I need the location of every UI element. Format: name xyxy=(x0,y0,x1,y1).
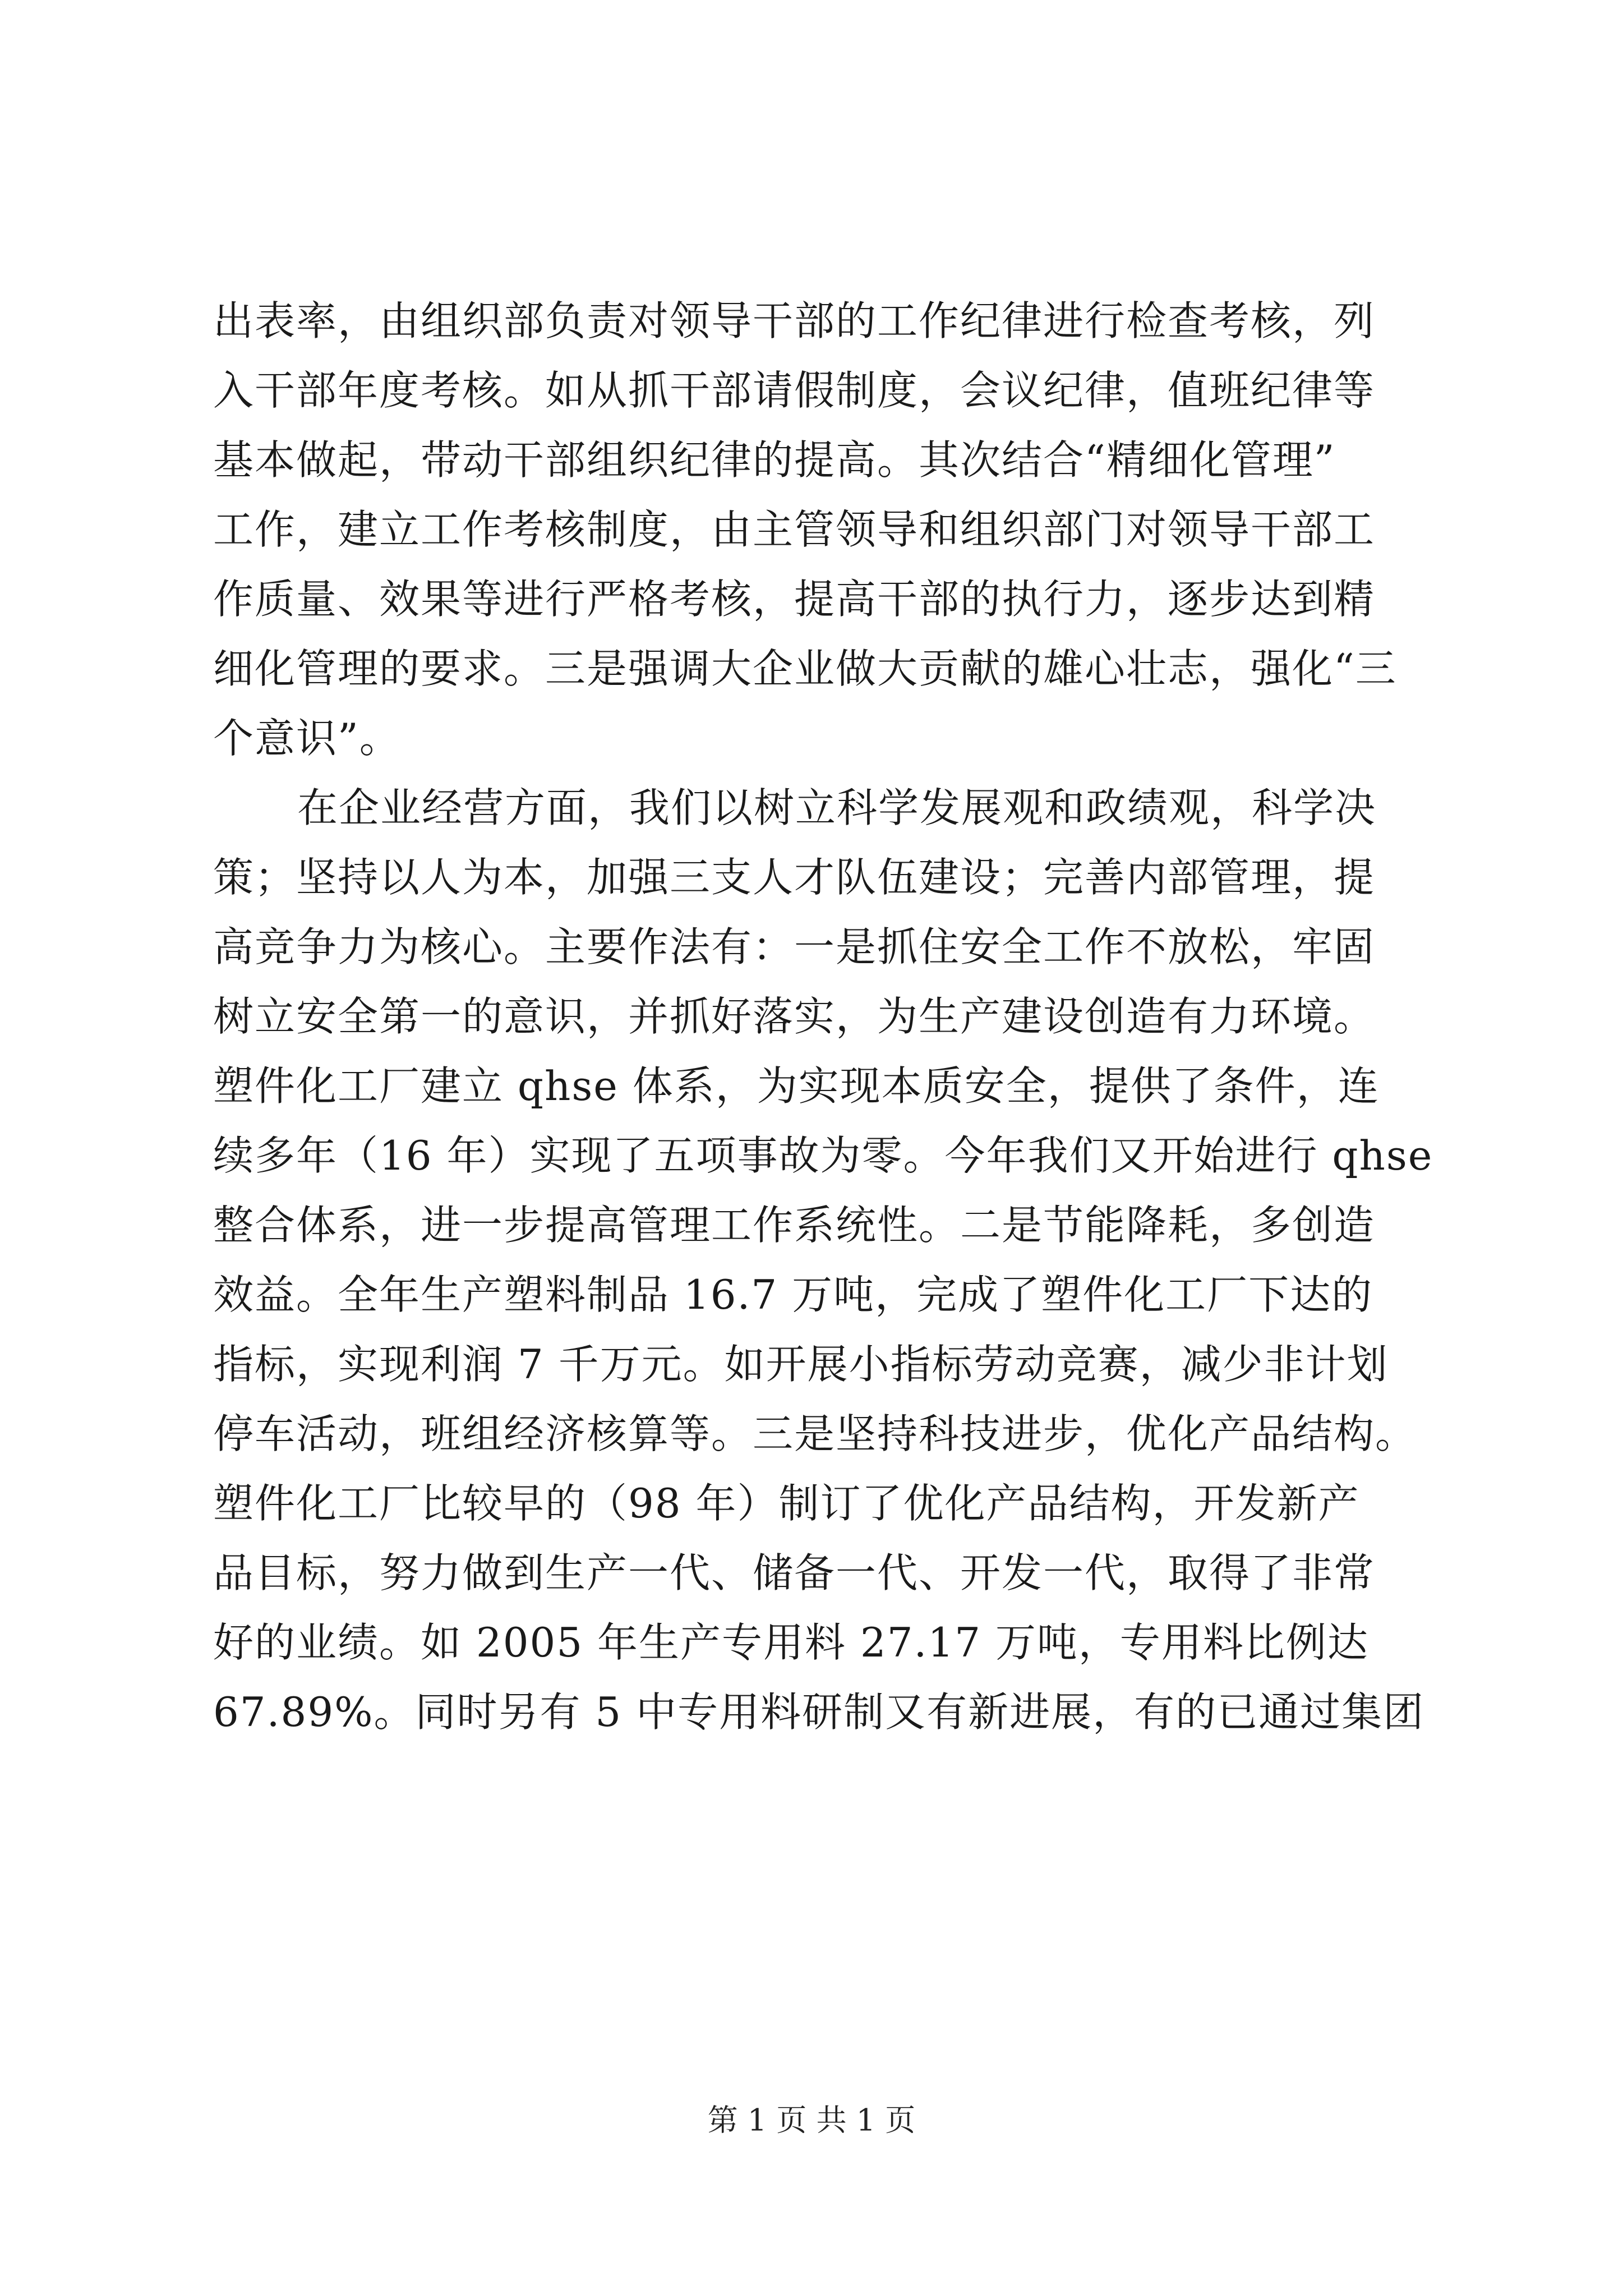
text-line: 品目标，努力做到生产一代、储备一代、开发一代，取得了非常 xyxy=(213,1549,1376,1596)
paragraph-start-line: 在企业经营方面，我们以树立科学发展观和政绩观，科学决 xyxy=(297,784,1377,831)
page-footer xyxy=(0,2101,1623,2140)
text-line: 指标，实现利润 7 千万元。如开展小指标劳动竞赛，减少非计划 xyxy=(213,1341,1389,1388)
text-line: 67.89%。同时另有 5 中专用料研制又有新进展，有的已通过集团 xyxy=(213,1688,1425,1736)
text-line: 高竞争力为核心。主要作法有：一是抓住安全工作不放松，牢固 xyxy=(213,923,1376,970)
text-line: 细化管理的要求。三是强调大企业做大贡献的雄心壮志，强化“三 xyxy=(213,645,1397,692)
text-line: 塑件化工厂比较早的（98 年）制订了优化产品结构，开发新产 xyxy=(213,1480,1360,1527)
text-line: 入干部年度考核。如从抓干部请假制度，会议纪律，值班纪律等 xyxy=(213,367,1376,414)
text-line: 效益。全年生产塑料制品 16.7 万吨，完成了塑件化工厂下达的 xyxy=(213,1271,1373,1318)
text-line: 工作，建立工作考核制度，由主管领导和组织部门对领导干部工 xyxy=(213,506,1376,553)
text-line: 塑件化工厂建立 qhse 体系，为实现本质安全，提供了条件，连 xyxy=(213,1062,1380,1110)
text-line: 基本做起，带动干部组织纪律的提高。其次结合“精细化管理” xyxy=(213,436,1336,484)
body-text xyxy=(213,286,1433,1747)
text-line: 策；坚持以人为本，加强三支人才队伍建设；完善内部管理，提 xyxy=(213,854,1376,901)
page-number-label: 第 1 页 共 1 页 xyxy=(707,2102,916,2138)
text-line: 好的业绩。如 2005 年生产专用料 27.17 万吨，专用料比例达 xyxy=(213,1619,1369,1666)
text-line: 整合体系，进一步提高管理工作系统性。二是节能降耗，多创造 xyxy=(213,1202,1376,1249)
text-line: 出表率，由组织部负责对领导干部的工作纪律进行检查考核，列 xyxy=(213,297,1376,344)
text-line: 续多年（16 年）实现了五项事故为零。今年我们又开始进行 qhse xyxy=(213,1132,1433,1179)
text-line: 停车活动，班组经济核算等。三是坚持科技进步，优化产品结构。 xyxy=(213,1410,1417,1457)
text-line: 作质量、效果等进行严格考核，提高干部的执行力，逐步达到精 xyxy=(213,576,1376,623)
text-line: 树立安全第一的意识，并抓好落实，为生产建设创造有力环境。 xyxy=(213,993,1376,1040)
text-line: 个意识”。 xyxy=(213,715,401,762)
